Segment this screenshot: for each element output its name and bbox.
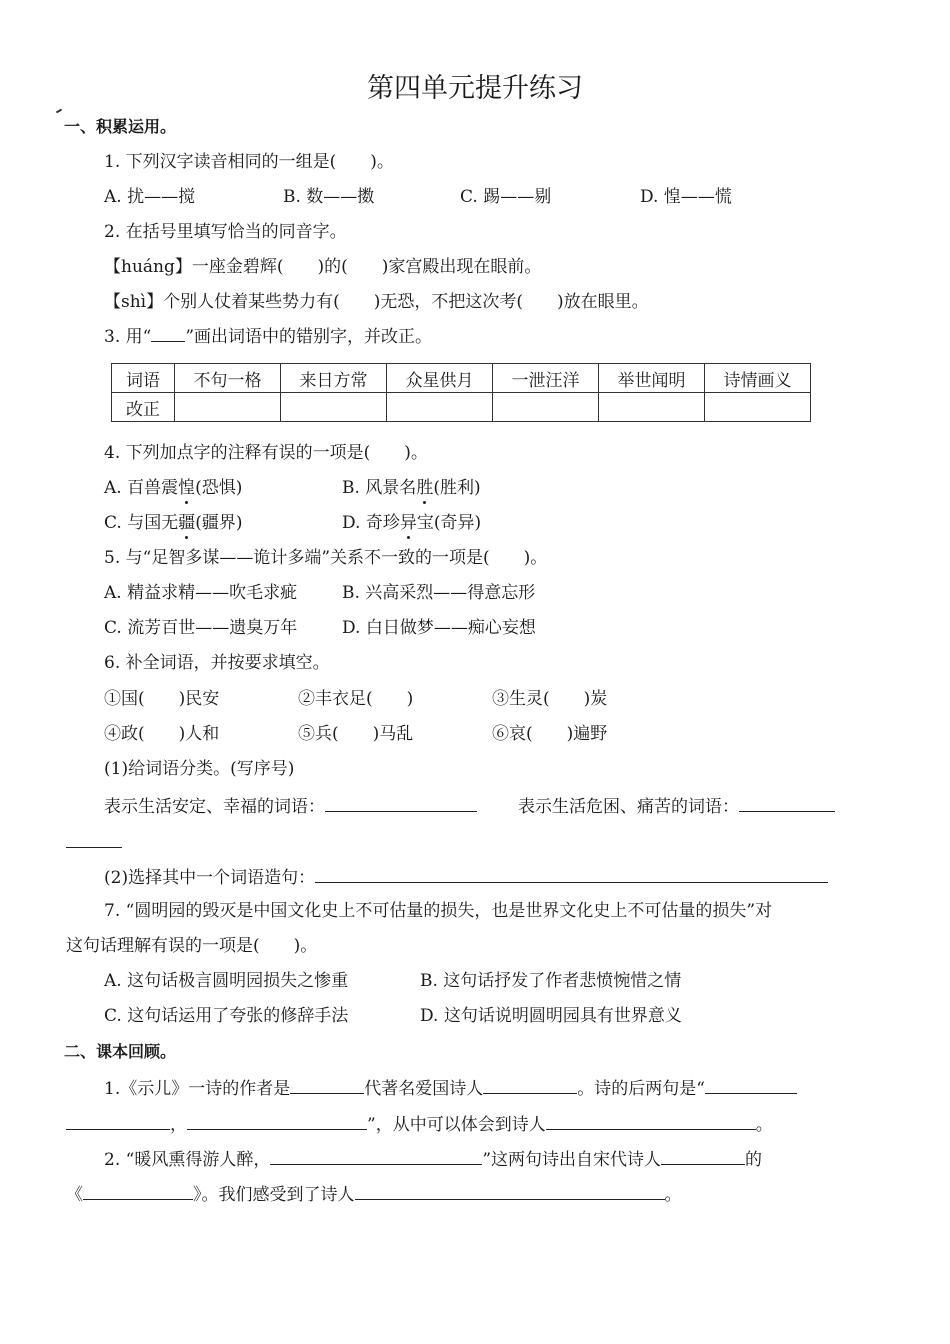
prompt-text: 表示生活安定、幸福的词语：: [104, 797, 325, 817]
q4-option-a: [104, 476, 242, 500]
prompt-text: 的: [745, 1150, 763, 1170]
q4-stem: 4. 下列加点字的注释有误的一项是( )。: [104, 443, 428, 463]
answer-blank[interactable]: [315, 864, 828, 883]
prompt-text: 1.《示儿》一诗的作者是: [104, 1079, 291, 1099]
q6-item-6: ⑥哀( )遍野: [492, 724, 608, 744]
prompt-text: 《: [66, 1185, 83, 1205]
answer-blank[interactable]: [66, 829, 122, 848]
q6-item-2: ②丰衣足( ): [298, 689, 414, 709]
table-cell: 一泄汪洋: [493, 364, 599, 393]
scan-mark: [56, 109, 62, 114]
q6-sub1-line-b: [518, 793, 835, 819]
prompt-text: 》。我们感受到了诗人: [193, 1185, 355, 1205]
q1-option-b: B. 数——擞: [283, 187, 375, 207]
answer-cell[interactable]: [493, 393, 599, 422]
answer-blank[interactable]: [270, 1146, 482, 1165]
q6-item-3: ③生灵( )炭: [492, 689, 608, 709]
option-text: (疆界): [195, 513, 243, 533]
q7-option-b: B. 这句话抒发了作者悲愤惋惜之情: [420, 971, 682, 991]
prompt-text: 。诗的后两句是“: [577, 1079, 705, 1099]
prompt-text: (2)选择其中一个词语造句：: [104, 868, 316, 888]
q6-sub1: (1)给词语分类。(写序号): [104, 759, 295, 779]
answer-blank[interactable]: [546, 1111, 756, 1130]
answer-blank[interactable]: [661, 1146, 745, 1165]
dotted-char: 胜: [416, 478, 434, 498]
section-heading-2: 二、课本回顾。: [64, 1042, 177, 1061]
q5-stem: 5. 与“足智多谋——诡计多端”关系不一致的一项是( )。: [104, 548, 548, 568]
answer-blank[interactable]: [739, 793, 835, 812]
word-correction-table: [111, 363, 811, 422]
table-cell: 举世闻明: [599, 364, 705, 393]
prompt-text: 2. “暖风熏得游人醉，: [104, 1150, 271, 1170]
q6-sub2-line: [104, 864, 828, 890]
answer-blank[interactable]: [483, 1075, 577, 1094]
section-heading-1: 一、积累运用。: [64, 117, 177, 136]
prompt-text: 。: [755, 1115, 773, 1135]
table-cell: 诗情画义: [705, 364, 811, 393]
p2-q2-line2: [66, 1181, 682, 1207]
answer-cell[interactable]: [599, 393, 705, 422]
q6-item-5: ⑤兵( )马乱: [298, 724, 414, 744]
q6-sub1-line: [104, 793, 477, 819]
underline-sample: [151, 327, 185, 342]
q7-option-d: D. 这句话说明圆明园具有世界意义: [420, 1006, 682, 1026]
table-cell: 不句一格: [175, 364, 281, 393]
table-row: [112, 364, 811, 393]
prompt-text: 。: [664, 1185, 682, 1205]
q4-option-c: [104, 511, 242, 535]
q3-stem-after: ”画出词语中的错别字，并改正。: [185, 327, 433, 347]
table-row: [112, 393, 811, 422]
prompt-text: ，: [170, 1115, 187, 1135]
option-text: B. 风景名: [342, 478, 417, 498]
p2-q2-line1: [104, 1146, 762, 1172]
answer-blank[interactable]: [83, 1181, 193, 1200]
option-text: (胜利): [433, 478, 481, 498]
q7-stem-1: 7. “圆明园的毁灭是中国文化史上不可估量的损失，也是世界文化史上不可估量的损失”对: [104, 901, 773, 921]
dotted-char: 异: [399, 513, 417, 533]
q7-option-c: C. 这句话运用了夸张的修辞手法: [104, 1006, 349, 1026]
table-header-cell: 改正: [112, 393, 175, 422]
q6-sub1-continuation: [66, 829, 122, 855]
q4-option-d: [342, 511, 481, 535]
prompt-text: ”这两句诗出自宋代诗人: [482, 1150, 662, 1170]
answer-blank[interactable]: [355, 1181, 665, 1200]
answer-blank[interactable]: [66, 1111, 170, 1130]
q2-stem: 2. 在括号里填写恰当的同音字。: [104, 222, 347, 242]
answer-cell[interactable]: [175, 393, 281, 422]
answer-cell[interactable]: [387, 393, 493, 422]
q7-option-a: A. 这句话极言圆明园损失之惨重: [104, 971, 349, 991]
table-cell: 众星供月: [387, 364, 493, 393]
answer-cell[interactable]: [705, 393, 811, 422]
dotted-char: 疆: [178, 513, 196, 533]
q5-option-a: A. 精益求精——吹毛求疵: [104, 583, 298, 603]
q6-item-4: ④政( )人和: [104, 724, 220, 744]
option-text: (恐惧): [195, 478, 243, 498]
option-text: 宝(奇异): [416, 513, 482, 533]
answer-blank[interactable]: [187, 1111, 367, 1130]
prompt-text: 代著名爱国诗人: [364, 1079, 484, 1099]
prompt-text: ”，从中可以体会到诗人: [367, 1115, 546, 1135]
answer-blank[interactable]: [705, 1075, 797, 1094]
q1-stem: 1. 下列汉字读音相同的一组是( )。: [104, 152, 394, 172]
q3-stem-before: 3. 用“: [104, 327, 152, 347]
answer-blank[interactable]: [325, 793, 477, 812]
option-text: D. 奇珍: [342, 513, 400, 533]
q2-line-huang: 【huáng】一座金碧辉( )的( )家宫殿出现在眼前。: [104, 257, 542, 277]
q1-option-a: A. 扰——搅: [104, 187, 196, 207]
q6-stem: 6. 补全词语，并按要求填空。: [104, 653, 330, 673]
q1-option-d: D. 惶——慌: [640, 187, 732, 207]
q7-stem-2: 这句话理解有误的一项是( )。: [66, 936, 318, 956]
page-title: 第四单元提升练习: [367, 73, 583, 104]
table-cell: 来日方常: [281, 364, 387, 393]
p2-q1-line2: [66, 1111, 773, 1137]
q6-item-1: ①国( )民安: [104, 689, 220, 709]
dotted-char: 惶: [178, 478, 196, 498]
q5-option-b: B. 兴高采烈——得意忘形: [342, 583, 536, 603]
q2-line-shi: 【shì】个别人仗着某些势力有( )无恐，不把这次考( )放在眼里。: [104, 292, 649, 312]
answer-blank[interactable]: [290, 1075, 364, 1094]
answer-cell[interactable]: [281, 393, 387, 422]
table-header-cell: 词语: [112, 364, 175, 393]
q4-option-b: [342, 476, 481, 500]
option-text: C. 与国无: [104, 513, 179, 533]
q5-option-d: D. 白日做梦——痴心妄想: [342, 618, 536, 638]
prompt-text: 表示生活危困、痛苦的词语：: [518, 797, 739, 817]
q1-option-c: C. 踢——剔: [460, 187, 552, 207]
q5-option-c: C. 流芳百世——遗臭万年: [104, 618, 298, 638]
p2-q1-line1: [104, 1075, 797, 1101]
option-text: A. 百兽震: [104, 478, 179, 498]
q3-stem: [104, 325, 432, 349]
